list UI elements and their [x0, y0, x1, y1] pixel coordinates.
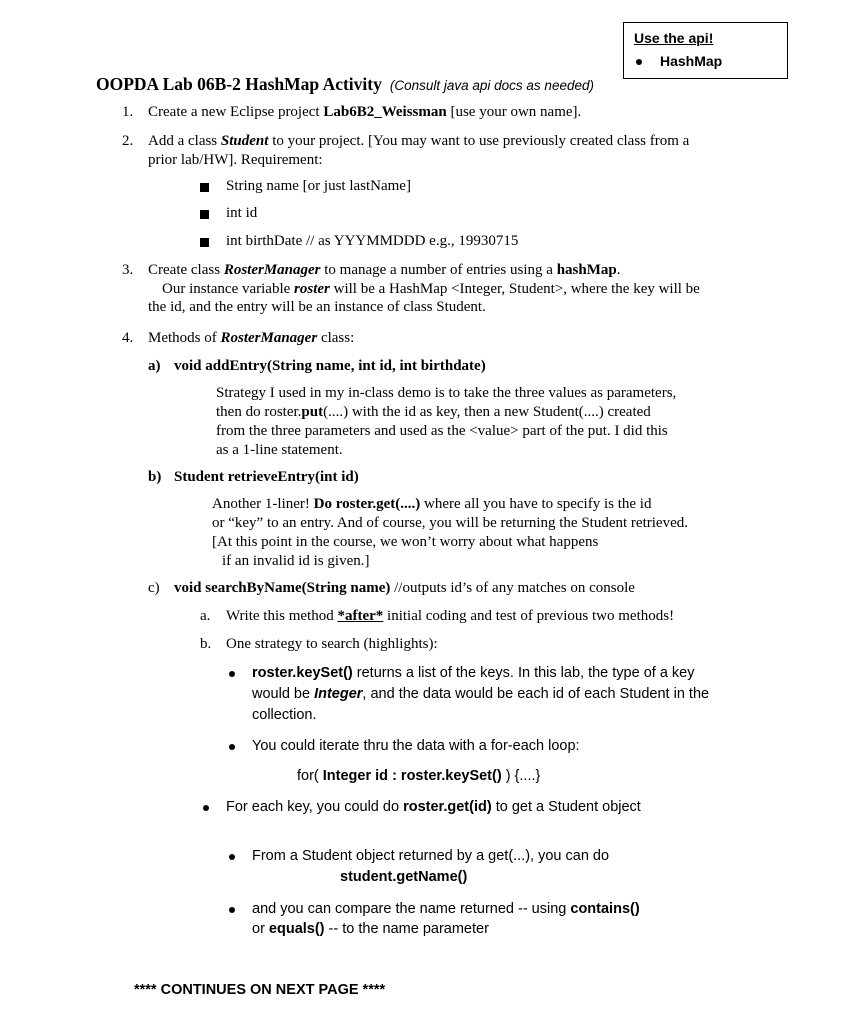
- substep-a-text: Write this method *after* initial coding and test of previous two methods!: [226, 608, 675, 624]
- substep-a-number: a.: [200, 608, 211, 624]
- continues-footer: **** CONTINUES ON NEXT PAGE ****: [134, 982, 386, 998]
- strategy-bullet-cont: or equals() -- to the name parameter: [252, 921, 489, 937]
- code-example: for( Integer id : roster.keySet() ) {....}: [297, 768, 541, 784]
- method-b-signature: Student retrieveEntry(int id): [174, 469, 359, 485]
- method-a-label: a): [148, 358, 161, 374]
- step-2-line-1: Add a class Student to your project. [You may want to use previously created class from a: [148, 133, 690, 149]
- strategy-bullet: From a Student object returned by a get(...), you can do: [252, 848, 610, 864]
- method-b-text: if an invalid id is given.]: [222, 553, 370, 569]
- step-3-line-2: Our instance variable roster will be a HashMap <Integer, Student>, where the key will be: [162, 281, 700, 297]
- substep-b-number: b.: [200, 636, 212, 652]
- method-a-text: then do roster.put(....) with the id as key, then a new Student(....) created: [216, 404, 651, 420]
- code-example: student.getName(): [340, 869, 468, 885]
- requirement-item: int birthDate // as YYYMMDDD e.g., 19930715: [226, 233, 519, 249]
- method-c-label: c): [148, 580, 160, 596]
- bullet-icon: [636, 59, 642, 65]
- step-2-number: 2.: [122, 133, 134, 149]
- bullet-icon: [229, 854, 235, 860]
- method-b-text: [At this point in the course, we won’t worry about what happens: [212, 534, 599, 550]
- method-b-text: Another 1-liner! Do roster.get(....) where all you have to specify is the id: [212, 496, 652, 512]
- strategy-bullet: roster.keySet() returns a list of the keys. In this lab, the type of a key: [252, 665, 695, 681]
- requirement-item: int id: [226, 205, 258, 221]
- method-a-signature: void addEntry(String name, int id, int birthdate): [174, 358, 486, 374]
- strategy-bullet-cont: would be Integer, and the data would be each id of each Student in the: [252, 686, 710, 702]
- method-a-text: Strategy I used in my in-class demo is to take the three values as parameters,: [216, 385, 677, 401]
- square-bullet-icon: [200, 210, 209, 219]
- strategy-bullet: For each key, you could do roster.get(id) to get a Student object: [226, 799, 641, 815]
- substep-b-text: One strategy to search (highlights):: [226, 636, 438, 652]
- bullet-icon: [229, 744, 235, 750]
- method-a-text: from the three parameters and used as the <value> part of the put. I did this: [216, 423, 668, 439]
- step-3-line-1: Create class RosterManager to manage a number of entries using a hashMap.: [148, 262, 621, 278]
- step-1-number: 1.: [122, 104, 134, 120]
- step-4-line-1: Methods of RosterManager class:: [148, 330, 355, 346]
- square-bullet-icon: [200, 183, 209, 192]
- step-1-text: Create a new Eclipse project Lab6B2_Weissman [use your own name].: [148, 104, 582, 120]
- square-bullet-icon: [200, 238, 209, 247]
- method-c-signature: void searchByName(String name) //outputs id’s of any matches on console: [174, 580, 635, 596]
- method-b-label: b): [148, 469, 162, 485]
- strategy-bullet: You could iterate thru the data with a for-each loop:: [252, 738, 580, 754]
- strategy-bullet: and you can compare the name returned -- using contains(): [252, 901, 640, 917]
- page-title: OOPDA Lab 06B-2 HashMap Activity (Consult java api docs as needed): [96, 74, 594, 94]
- step-4-number: 4.: [122, 330, 134, 346]
- api-box-heading: Use the api!: [634, 30, 714, 46]
- strategy-bullet-cont: collection.: [252, 707, 317, 723]
- step-3-line-3: the id, and the entry will be an instance of class Student.: [148, 299, 486, 315]
- bullet-icon: [229, 671, 235, 677]
- api-box-item: HashMap: [660, 53, 723, 69]
- bullet-icon: [229, 907, 235, 913]
- step-2-line-2: prior lab/HW]. Requirement:: [148, 152, 323, 168]
- requirement-item: String name [or just lastName]: [226, 178, 411, 194]
- step-3-number: 3.: [122, 262, 134, 278]
- method-a-text: as a 1-line statement.: [216, 442, 343, 458]
- method-b-text: or “key” to an entry. And of course, you will be returning the Student retrieved.: [212, 515, 688, 531]
- bullet-icon: [203, 805, 209, 811]
